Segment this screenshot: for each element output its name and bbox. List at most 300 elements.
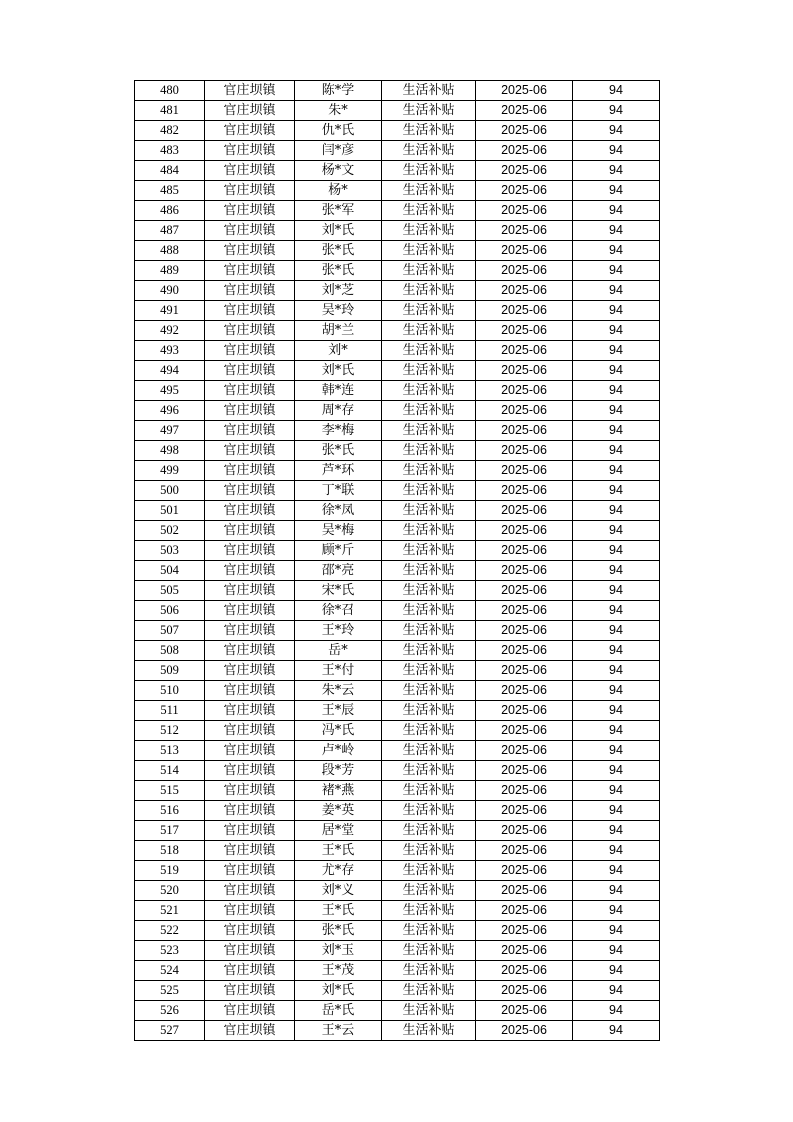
table-row bbox=[135, 841, 660, 861]
row-index-cell: 492 bbox=[135, 321, 205, 341]
period-cell: 2025-06 bbox=[476, 781, 573, 801]
subsidy-type-cell: 生活补贴 bbox=[382, 561, 476, 581]
table-row bbox=[135, 81, 660, 101]
name-cell: 段*芳 bbox=[295, 761, 382, 781]
table-row bbox=[135, 161, 660, 181]
subsidy-type-cell: 生活补贴 bbox=[382, 341, 476, 361]
period-cell: 2025-06 bbox=[476, 741, 573, 761]
name-cell: 王*付 bbox=[295, 661, 382, 681]
name-cell: 卢*岭 bbox=[295, 741, 382, 761]
town-cell: 官庄坝镇 bbox=[205, 761, 295, 781]
period-cell: 2025-06 bbox=[476, 281, 573, 301]
name-cell: 张*氏 bbox=[295, 921, 382, 941]
amount-cell: 94 bbox=[573, 521, 660, 541]
table-row bbox=[135, 261, 660, 281]
table-row bbox=[135, 1021, 660, 1041]
town-cell: 官庄坝镇 bbox=[205, 941, 295, 961]
amount-cell: 94 bbox=[573, 321, 660, 341]
amount-cell: 94 bbox=[573, 1001, 660, 1021]
town-cell: 官庄坝镇 bbox=[205, 341, 295, 361]
amount-cell: 94 bbox=[573, 601, 660, 621]
table-row bbox=[135, 941, 660, 961]
subsidy-type-cell: 生活补贴 bbox=[382, 721, 476, 741]
table-row bbox=[135, 601, 660, 621]
amount-cell: 94 bbox=[573, 421, 660, 441]
period-cell: 2025-06 bbox=[476, 481, 573, 501]
row-index-cell: 526 bbox=[135, 1001, 205, 1021]
subsidy-type-cell: 生活补贴 bbox=[382, 321, 476, 341]
subsidy-type-cell: 生活补贴 bbox=[382, 361, 476, 381]
table-row bbox=[135, 661, 660, 681]
period-cell: 2025-06 bbox=[476, 561, 573, 581]
period-cell: 2025-06 bbox=[476, 341, 573, 361]
name-cell: 冯*氏 bbox=[295, 721, 382, 741]
row-index-cell: 491 bbox=[135, 301, 205, 321]
subsidy-type-cell: 生活补贴 bbox=[382, 481, 476, 501]
subsidy-type-cell: 生活补贴 bbox=[382, 981, 476, 1001]
subsidy-type-cell: 生活补贴 bbox=[382, 881, 476, 901]
table-row bbox=[135, 681, 660, 701]
amount-cell: 94 bbox=[573, 241, 660, 261]
period-cell: 2025-06 bbox=[476, 1001, 573, 1021]
table-row bbox=[135, 881, 660, 901]
town-cell: 官庄坝镇 bbox=[205, 281, 295, 301]
subsidy-type-cell: 生活补贴 bbox=[382, 621, 476, 641]
name-cell: 胡*兰 bbox=[295, 321, 382, 341]
name-cell: 居*堂 bbox=[295, 821, 382, 841]
town-cell: 官庄坝镇 bbox=[205, 481, 295, 501]
row-index-cell: 508 bbox=[135, 641, 205, 661]
period-cell: 2025-06 bbox=[476, 101, 573, 121]
name-cell: 朱*云 bbox=[295, 681, 382, 701]
table-row bbox=[135, 401, 660, 421]
name-cell: 顾*斤 bbox=[295, 541, 382, 561]
row-index-cell: 519 bbox=[135, 861, 205, 881]
town-cell: 官庄坝镇 bbox=[205, 321, 295, 341]
row-index-cell: 486 bbox=[135, 201, 205, 221]
amount-cell: 94 bbox=[573, 221, 660, 241]
period-cell: 2025-06 bbox=[476, 981, 573, 1001]
amount-cell: 94 bbox=[573, 281, 660, 301]
name-cell: 张*氏 bbox=[295, 241, 382, 261]
table-row bbox=[135, 701, 660, 721]
town-cell: 官庄坝镇 bbox=[205, 121, 295, 141]
amount-cell: 94 bbox=[573, 581, 660, 601]
subsidy-type-cell: 生活补贴 bbox=[382, 121, 476, 141]
table-row bbox=[135, 741, 660, 761]
table-row bbox=[135, 241, 660, 261]
row-index-cell: 482 bbox=[135, 121, 205, 141]
amount-cell: 94 bbox=[573, 441, 660, 461]
row-index-cell: 505 bbox=[135, 581, 205, 601]
subsidy-type-cell: 生活补贴 bbox=[382, 641, 476, 661]
row-index-cell: 484 bbox=[135, 161, 205, 181]
subsidy-type-cell: 生活补贴 bbox=[382, 601, 476, 621]
subsidy-type-cell: 生活补贴 bbox=[382, 301, 476, 321]
period-cell: 2025-06 bbox=[476, 761, 573, 781]
table-row bbox=[135, 801, 660, 821]
name-cell: 朱* bbox=[295, 101, 382, 121]
name-cell: 杨* bbox=[295, 181, 382, 201]
subsidy-type-cell: 生活补贴 bbox=[382, 801, 476, 821]
period-cell: 2025-06 bbox=[476, 621, 573, 641]
table-row bbox=[135, 101, 660, 121]
name-cell: 王*辰 bbox=[295, 701, 382, 721]
town-cell: 官庄坝镇 bbox=[205, 421, 295, 441]
row-index-cell: 488 bbox=[135, 241, 205, 261]
row-index-cell: 522 bbox=[135, 921, 205, 941]
table-row bbox=[135, 141, 660, 161]
table-row bbox=[135, 621, 660, 641]
subsidy-type-cell: 生活补贴 bbox=[382, 81, 476, 101]
amount-cell: 94 bbox=[573, 881, 660, 901]
town-cell: 官庄坝镇 bbox=[205, 741, 295, 761]
period-cell: 2025-06 bbox=[476, 81, 573, 101]
row-index-cell: 502 bbox=[135, 521, 205, 541]
table-row bbox=[135, 721, 660, 741]
subsidy-type-cell: 生活补贴 bbox=[382, 741, 476, 761]
town-cell: 官庄坝镇 bbox=[205, 821, 295, 841]
subsidy-type-cell: 生活补贴 bbox=[382, 821, 476, 841]
amount-cell: 94 bbox=[573, 901, 660, 921]
period-cell: 2025-06 bbox=[476, 121, 573, 141]
table-row bbox=[135, 781, 660, 801]
row-index-cell: 496 bbox=[135, 401, 205, 421]
amount-cell: 94 bbox=[573, 381, 660, 401]
subsidy-type-cell: 生活补贴 bbox=[382, 701, 476, 721]
period-cell: 2025-06 bbox=[476, 381, 573, 401]
amount-cell: 94 bbox=[573, 121, 660, 141]
row-index-cell: 483 bbox=[135, 141, 205, 161]
name-cell: 张*军 bbox=[295, 201, 382, 221]
table-row bbox=[135, 201, 660, 221]
period-cell: 2025-06 bbox=[476, 221, 573, 241]
row-index-cell: 512 bbox=[135, 721, 205, 741]
period-cell: 2025-06 bbox=[476, 901, 573, 921]
subsidy-type-cell: 生活补贴 bbox=[382, 141, 476, 161]
table-row bbox=[135, 521, 660, 541]
row-index-cell: 490 bbox=[135, 281, 205, 301]
name-cell: 岳*氏 bbox=[295, 1001, 382, 1021]
amount-cell: 94 bbox=[573, 1021, 660, 1041]
amount-cell: 94 bbox=[573, 981, 660, 1001]
town-cell: 官庄坝镇 bbox=[205, 661, 295, 681]
amount-cell: 94 bbox=[573, 821, 660, 841]
period-cell: 2025-06 bbox=[476, 641, 573, 661]
amount-cell: 94 bbox=[573, 401, 660, 421]
amount-cell: 94 bbox=[573, 201, 660, 221]
table-row bbox=[135, 341, 660, 361]
period-cell: 2025-06 bbox=[476, 401, 573, 421]
name-cell: 李*梅 bbox=[295, 421, 382, 441]
period-cell: 2025-06 bbox=[476, 921, 573, 941]
subsidy-type-cell: 生活补贴 bbox=[382, 941, 476, 961]
amount-cell: 94 bbox=[573, 501, 660, 521]
table-row bbox=[135, 321, 660, 341]
subsidy-type-cell: 生活补贴 bbox=[382, 281, 476, 301]
name-cell: 徐*凤 bbox=[295, 501, 382, 521]
period-cell: 2025-06 bbox=[476, 321, 573, 341]
table-row bbox=[135, 761, 660, 781]
period-cell: 2025-06 bbox=[476, 961, 573, 981]
table-row bbox=[135, 541, 660, 561]
amount-cell: 94 bbox=[573, 721, 660, 741]
period-cell: 2025-06 bbox=[476, 301, 573, 321]
row-index-cell: 521 bbox=[135, 901, 205, 921]
name-cell: 徐*召 bbox=[295, 601, 382, 621]
row-index-cell: 518 bbox=[135, 841, 205, 861]
amount-cell: 94 bbox=[573, 81, 660, 101]
town-cell: 官庄坝镇 bbox=[205, 621, 295, 641]
amount-cell: 94 bbox=[573, 101, 660, 121]
table-row bbox=[135, 641, 660, 661]
subsidy-type-cell: 生活补贴 bbox=[382, 401, 476, 421]
table-row bbox=[135, 441, 660, 461]
subsidy-type-cell: 生活补贴 bbox=[382, 381, 476, 401]
town-cell: 官庄坝镇 bbox=[205, 901, 295, 921]
amount-cell: 94 bbox=[573, 161, 660, 181]
table-row bbox=[135, 381, 660, 401]
subsidy-type-cell: 生活补贴 bbox=[382, 441, 476, 461]
row-index-cell: 501 bbox=[135, 501, 205, 521]
subsidy-type-cell: 生活补贴 bbox=[382, 841, 476, 861]
name-cell: 陈*学 bbox=[295, 81, 382, 101]
subsidy-type-cell: 生活补贴 bbox=[382, 541, 476, 561]
town-cell: 官庄坝镇 bbox=[205, 501, 295, 521]
row-index-cell: 524 bbox=[135, 961, 205, 981]
row-index-cell: 506 bbox=[135, 601, 205, 621]
table-row bbox=[135, 501, 660, 521]
row-index-cell: 480 bbox=[135, 81, 205, 101]
row-index-cell: 510 bbox=[135, 681, 205, 701]
name-cell: 宋*氏 bbox=[295, 581, 382, 601]
subsidy-type-cell: 生活补贴 bbox=[382, 781, 476, 801]
town-cell: 官庄坝镇 bbox=[205, 921, 295, 941]
subsidy-type-cell: 生活补贴 bbox=[382, 421, 476, 441]
period-cell: 2025-06 bbox=[476, 181, 573, 201]
amount-cell: 94 bbox=[573, 141, 660, 161]
town-cell: 官庄坝镇 bbox=[205, 881, 295, 901]
name-cell: 王*玲 bbox=[295, 621, 382, 641]
town-cell: 官庄坝镇 bbox=[205, 861, 295, 881]
subsidy-type-cell: 生活补贴 bbox=[382, 681, 476, 701]
name-cell: 周*存 bbox=[295, 401, 382, 421]
subsidy-type-cell: 生活补贴 bbox=[382, 201, 476, 221]
name-cell: 张*氏 bbox=[295, 261, 382, 281]
name-cell: 刘*芝 bbox=[295, 281, 382, 301]
name-cell: 王*茂 bbox=[295, 961, 382, 981]
town-cell: 官庄坝镇 bbox=[205, 1021, 295, 1041]
row-index-cell: 517 bbox=[135, 821, 205, 841]
town-cell: 官庄坝镇 bbox=[205, 841, 295, 861]
table-body bbox=[135, 81, 660, 1041]
town-cell: 官庄坝镇 bbox=[205, 301, 295, 321]
name-cell: 张*氏 bbox=[295, 441, 382, 461]
table-row bbox=[135, 581, 660, 601]
amount-cell: 94 bbox=[573, 681, 660, 701]
table-row bbox=[135, 181, 660, 201]
town-cell: 官庄坝镇 bbox=[205, 961, 295, 981]
table-row bbox=[135, 901, 660, 921]
town-cell: 官庄坝镇 bbox=[205, 461, 295, 481]
subsidy-type-cell: 生活补贴 bbox=[382, 241, 476, 261]
town-cell: 官庄坝镇 bbox=[205, 181, 295, 201]
amount-cell: 94 bbox=[573, 621, 660, 641]
town-cell: 官庄坝镇 bbox=[205, 401, 295, 421]
row-index-cell: 498 bbox=[135, 441, 205, 461]
name-cell: 岳* bbox=[295, 641, 382, 661]
name-cell: 杨*文 bbox=[295, 161, 382, 181]
amount-cell: 94 bbox=[573, 641, 660, 661]
name-cell: 芦*环 bbox=[295, 461, 382, 481]
amount-cell: 94 bbox=[573, 801, 660, 821]
table-row bbox=[135, 461, 660, 481]
row-index-cell: 499 bbox=[135, 461, 205, 481]
subsidy-type-cell: 生活补贴 bbox=[382, 161, 476, 181]
town-cell: 官庄坝镇 bbox=[205, 241, 295, 261]
amount-cell: 94 bbox=[573, 481, 660, 501]
period-cell: 2025-06 bbox=[476, 821, 573, 841]
row-index-cell: 514 bbox=[135, 761, 205, 781]
table-row bbox=[135, 121, 660, 141]
subsidy-type-cell: 生活补贴 bbox=[382, 901, 476, 921]
town-cell: 官庄坝镇 bbox=[205, 221, 295, 241]
row-index-cell: 527 bbox=[135, 1021, 205, 1041]
town-cell: 官庄坝镇 bbox=[205, 581, 295, 601]
amount-cell: 94 bbox=[573, 741, 660, 761]
table-row bbox=[135, 301, 660, 321]
row-index-cell: 511 bbox=[135, 701, 205, 721]
town-cell: 官庄坝镇 bbox=[205, 381, 295, 401]
subsidy-type-cell: 生活补贴 bbox=[382, 221, 476, 241]
table-row bbox=[135, 281, 660, 301]
town-cell: 官庄坝镇 bbox=[205, 801, 295, 821]
period-cell: 2025-06 bbox=[476, 201, 573, 221]
name-cell: 吴*梅 bbox=[295, 521, 382, 541]
town-cell: 官庄坝镇 bbox=[205, 161, 295, 181]
amount-cell: 94 bbox=[573, 841, 660, 861]
row-index-cell: 509 bbox=[135, 661, 205, 681]
town-cell: 官庄坝镇 bbox=[205, 101, 295, 121]
name-cell: 尤*存 bbox=[295, 861, 382, 881]
name-cell: 刘*氏 bbox=[295, 221, 382, 241]
row-index-cell: 495 bbox=[135, 381, 205, 401]
period-cell: 2025-06 bbox=[476, 261, 573, 281]
row-index-cell: 489 bbox=[135, 261, 205, 281]
period-cell: 2025-06 bbox=[476, 421, 573, 441]
amount-cell: 94 bbox=[573, 561, 660, 581]
row-index-cell: 503 bbox=[135, 541, 205, 561]
town-cell: 官庄坝镇 bbox=[205, 361, 295, 381]
name-cell: 邵*亮 bbox=[295, 561, 382, 581]
name-cell: 姜*英 bbox=[295, 801, 382, 821]
period-cell: 2025-06 bbox=[476, 161, 573, 181]
name-cell: 褚*燕 bbox=[295, 781, 382, 801]
period-cell: 2025-06 bbox=[476, 461, 573, 481]
subsidy-type-cell: 生活补贴 bbox=[382, 181, 476, 201]
amount-cell: 94 bbox=[573, 541, 660, 561]
period-cell: 2025-06 bbox=[476, 501, 573, 521]
subsidy-type-cell: 生活补贴 bbox=[382, 501, 476, 521]
town-cell: 官庄坝镇 bbox=[205, 981, 295, 1001]
amount-cell: 94 bbox=[573, 701, 660, 721]
subsidy-type-cell: 生活补贴 bbox=[382, 661, 476, 681]
name-cell: 刘*氏 bbox=[295, 361, 382, 381]
amount-cell: 94 bbox=[573, 961, 660, 981]
period-cell: 2025-06 bbox=[476, 1021, 573, 1041]
name-cell: 仇*氏 bbox=[295, 121, 382, 141]
row-index-cell: 494 bbox=[135, 361, 205, 381]
name-cell: 王*氏 bbox=[295, 901, 382, 921]
period-cell: 2025-06 bbox=[476, 581, 573, 601]
amount-cell: 94 bbox=[573, 261, 660, 281]
subsidy-type-cell: 生活补贴 bbox=[382, 581, 476, 601]
period-cell: 2025-06 bbox=[476, 541, 573, 561]
table-row bbox=[135, 861, 660, 881]
period-cell: 2025-06 bbox=[476, 681, 573, 701]
amount-cell: 94 bbox=[573, 941, 660, 961]
name-cell: 刘*氏 bbox=[295, 981, 382, 1001]
row-index-cell: 487 bbox=[135, 221, 205, 241]
table-row bbox=[135, 561, 660, 581]
row-index-cell: 525 bbox=[135, 981, 205, 1001]
period-cell: 2025-06 bbox=[476, 241, 573, 261]
row-index-cell: 493 bbox=[135, 341, 205, 361]
row-index-cell: 504 bbox=[135, 561, 205, 581]
name-cell: 刘*玉 bbox=[295, 941, 382, 961]
town-cell: 官庄坝镇 bbox=[205, 261, 295, 281]
table-row bbox=[135, 481, 660, 501]
name-cell: 丁*联 bbox=[295, 481, 382, 501]
town-cell: 官庄坝镇 bbox=[205, 541, 295, 561]
town-cell: 官庄坝镇 bbox=[205, 701, 295, 721]
row-index-cell: 515 bbox=[135, 781, 205, 801]
subsidy-type-cell: 生活补贴 bbox=[382, 761, 476, 781]
period-cell: 2025-06 bbox=[476, 361, 573, 381]
amount-cell: 94 bbox=[573, 301, 660, 321]
subsidy-type-cell: 生活补贴 bbox=[382, 521, 476, 541]
subsidy-type-cell: 生活补贴 bbox=[382, 261, 476, 281]
amount-cell: 94 bbox=[573, 861, 660, 881]
amount-cell: 94 bbox=[573, 661, 660, 681]
period-cell: 2025-06 bbox=[476, 521, 573, 541]
period-cell: 2025-06 bbox=[476, 721, 573, 741]
period-cell: 2025-06 bbox=[476, 801, 573, 821]
period-cell: 2025-06 bbox=[476, 861, 573, 881]
town-cell: 官庄坝镇 bbox=[205, 201, 295, 221]
town-cell: 官庄坝镇 bbox=[205, 681, 295, 701]
town-cell: 官庄坝镇 bbox=[205, 81, 295, 101]
row-index-cell: 497 bbox=[135, 421, 205, 441]
table-row bbox=[135, 421, 660, 441]
amount-cell: 94 bbox=[573, 761, 660, 781]
subsidy-table bbox=[134, 80, 660, 1041]
town-cell: 官庄坝镇 bbox=[205, 561, 295, 581]
town-cell: 官庄坝镇 bbox=[205, 781, 295, 801]
period-cell: 2025-06 bbox=[476, 881, 573, 901]
period-cell: 2025-06 bbox=[476, 701, 573, 721]
subsidy-type-cell: 生活补贴 bbox=[382, 101, 476, 121]
row-index-cell: 520 bbox=[135, 881, 205, 901]
row-index-cell: 485 bbox=[135, 181, 205, 201]
row-index-cell: 500 bbox=[135, 481, 205, 501]
period-cell: 2025-06 bbox=[476, 941, 573, 961]
table-row bbox=[135, 821, 660, 841]
town-cell: 官庄坝镇 bbox=[205, 721, 295, 741]
name-cell: 王*氏 bbox=[295, 841, 382, 861]
town-cell: 官庄坝镇 bbox=[205, 141, 295, 161]
amount-cell: 94 bbox=[573, 341, 660, 361]
